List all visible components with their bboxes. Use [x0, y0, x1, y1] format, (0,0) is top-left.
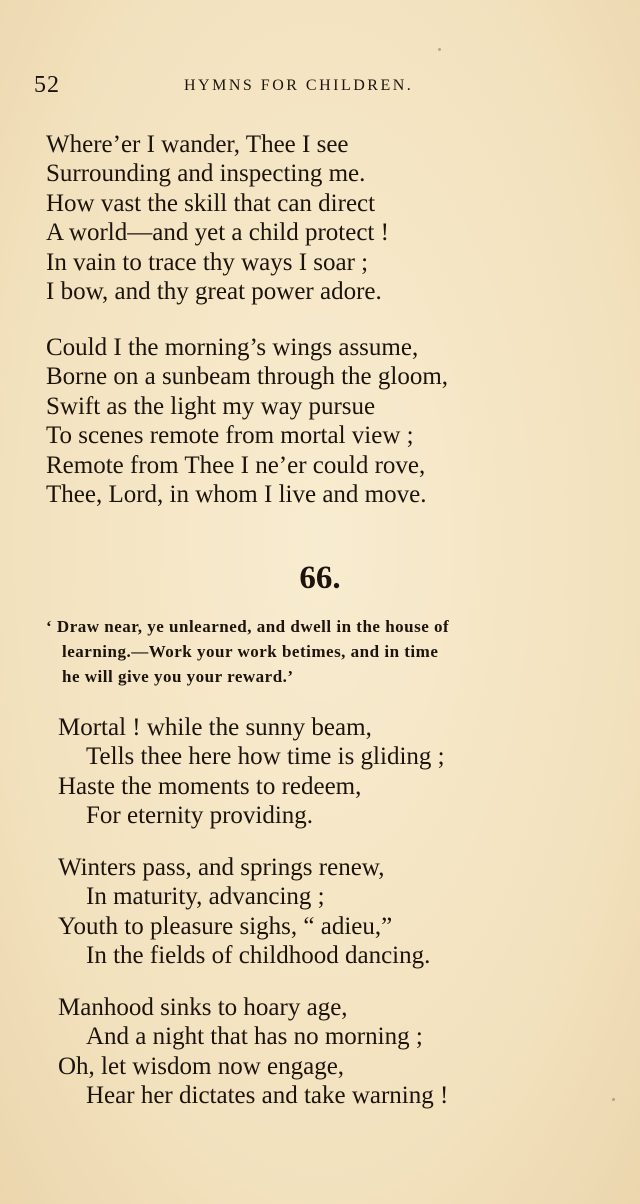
verse-line: Youth to pleasure sighs, “ adieu,”: [58, 912, 393, 940]
page-header: [34, 72, 600, 102]
verse-line: Borne on a sunbeam through the gloom,: [46, 363, 449, 391]
verse-line: Remote from Thee I ne’er could rove,: [46, 451, 426, 479]
verse-line: A world—and yet a child protect !: [46, 219, 389, 247]
verse-line: Hear her dictates and take warning !: [86, 1082, 449, 1110]
running-head: HYMNS FOR CHILDREN.: [184, 77, 414, 94]
epigraph: [46, 614, 606, 689]
verse-line: Swift as the light my way pursue: [46, 392, 376, 420]
verse-line: How vast the skill that can direct: [46, 189, 376, 217]
verse-line: Winters pass, and springs renew,: [58, 854, 385, 881]
stanza-1: [46, 130, 606, 306]
verse-line: Surrounding and inspecting me.: [46, 160, 366, 188]
epigraph-line: ‘ Draw near, ye unlearned, and dwell in the house of: [46, 617, 450, 636]
verse-line: In maturity, advancing ;: [86, 883, 325, 911]
epigraph-line: learning.—Work your work betimes, and in time: [62, 642, 439, 661]
paper-speck: [438, 48, 441, 51]
hymn-number: 66.: [299, 560, 341, 596]
stanza-5: [58, 993, 618, 1111]
stanza-4: [58, 853, 618, 971]
verse-line: Thee, Lord, in whom I live and move.: [46, 481, 427, 509]
verse-line: Oh, let wisdom now engage,: [58, 1052, 345, 1080]
stanza-3: [58, 713, 618, 831]
verse-line: Mortal ! while the sunny beam,: [58, 714, 372, 741]
paper-speck: [612, 1098, 615, 1101]
verse-line: Where’er I wander, Thee I see: [46, 131, 349, 158]
verse-line: Could I the morning’s wings assume,: [46, 334, 419, 361]
stanza-2: [46, 333, 606, 509]
verse-line: To scenes remote from mortal view ;: [46, 422, 414, 450]
verse-line: For eternity providing.: [86, 802, 314, 830]
verse-line: I bow, and thy great power adore.: [46, 278, 382, 306]
verse-line: Haste the moments to redeem,: [58, 772, 362, 800]
epigraph-line: he will give you your reward.’: [62, 667, 294, 686]
verse-line: Manhood sinks to hoary age,: [58, 994, 348, 1021]
verse-line: And a night that has no morning ;: [86, 1023, 423, 1051]
verse-line: In the fields of childhood dancing.: [86, 942, 431, 970]
page-number: 52: [34, 72, 60, 98]
verse-line: Tells thee here how time is gliding ;: [86, 743, 445, 771]
verse-line: In vain to trace thy ways I soar ;: [46, 248, 369, 276]
